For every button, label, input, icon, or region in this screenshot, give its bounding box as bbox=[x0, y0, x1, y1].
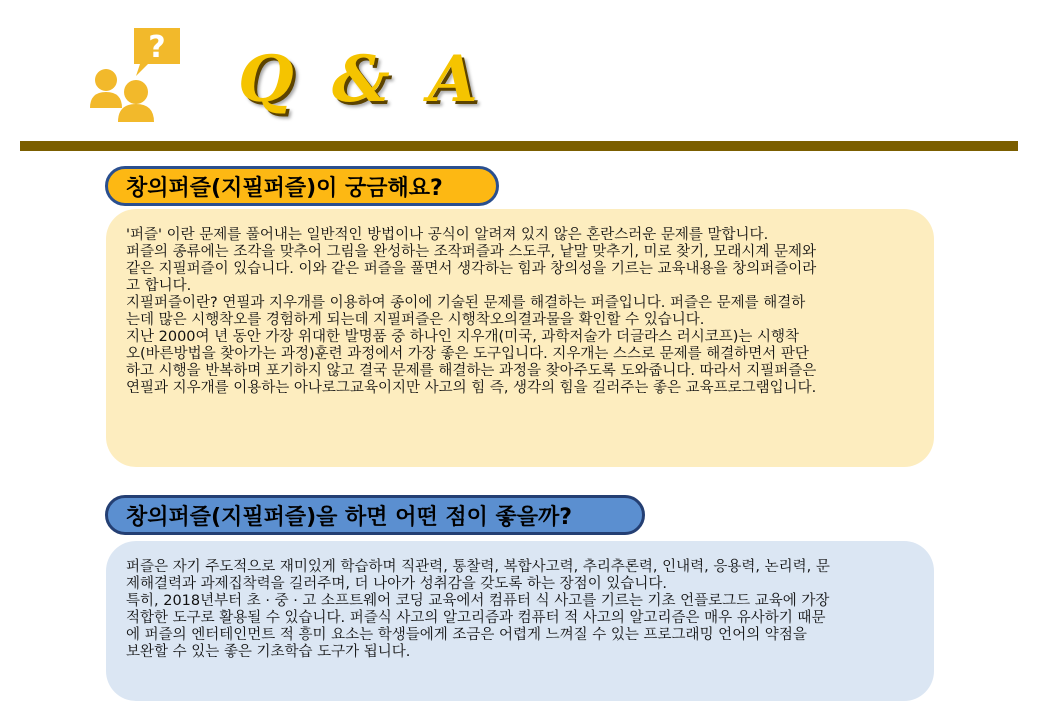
section2-panel bbox=[106, 541, 934, 701]
qa-people-icon bbox=[88, 26, 196, 122]
page-title: Q & A bbox=[238, 42, 486, 117]
paragraph-line: 에 퍼즐의 엔터테인먼트 적 흥미 요소는 학생들에게 조금은 어렵게 느껴질 수 있는 프로그래밍 언어의 약점을 bbox=[126, 627, 807, 643]
svg-text:?: ? bbox=[148, 30, 166, 65]
paragraph-line: 하고 시행을 반복하며 포기하지 않고 결국 문제를 해결하는 과정을 찾아주도록 도와줍니다. 따라서 지필퍼즐은 bbox=[126, 363, 817, 379]
header bbox=[0, 0, 1040, 150]
paragraph-line: 특히, 2018년부터 초 · 중 · 고 소프트웨어 코딩 교육에서 컴퓨터 식 사고를 기르는 기초 언플로그드 교육에 가장 bbox=[126, 593, 830, 609]
paragraph-line: 는데 많은 시행착오를 경험하게 되는데 지필퍼즐은 시행착오의결과물을 확인할 수 있습니다. bbox=[126, 312, 705, 328]
paragraph-line: 고 합니다. bbox=[126, 278, 192, 294]
paragraph-line: 제해결력과 과제집착력을 길러주며, 더 나아가 성취감을 갖도록 하는 장점이 있습니다. bbox=[126, 576, 667, 592]
paragraph-line: 보완할 수 있는 좋은 기초학습 도구가 됩니다. bbox=[126, 644, 411, 660]
paragraph-line: 같은 지필퍼즐이 있습니다. 이와 같은 퍼즐을 풀면서 생각하는 힘과 창의성을 기르는 교육내용을 창의퍼즐이라 bbox=[126, 261, 817, 277]
paragraph-line: 적합한 도구로 활용될 수 있습니다. 퍼즐식 사고의 알고리즘과 컴퓨터 적 사고의 알고리즘은 매우 유사하기 때문 bbox=[126, 610, 826, 626]
section2-heading: 창의퍼즐(지필퍼즐)을 하면 어떤 점이 좋을까? bbox=[105, 495, 645, 535]
section1-panel bbox=[106, 209, 934, 467]
paragraph-line: 퍼즐은 자기 주도적으로 재미있게 학습하며 직관력, 통찰력, 복합사고력, 추리추론력, 인내력, 응용력, 논리력, 문 bbox=[126, 559, 830, 575]
paragraph-line: 지난 2000여 년 동안 가장 위대한 발명품 중 하나인 지우개(미국, 과학저술가 더글라스 러시코프)는 시행착 bbox=[126, 329, 800, 345]
paragraph-line: '퍼즐' 이란 문제를 풀어내는 일반적인 방법이나 공식이 알려져 있지 않은 혼란스러운 문제를 말합니다. bbox=[126, 227, 769, 243]
paragraph-line: 퍼즐의 종류에는 조각을 맞추어 그림을 완성하는 조작퍼즐과 스도쿠, 낱말 맞추기, 미로 찾기, 모래시계 문제와 bbox=[126, 244, 817, 260]
paragraph-line: 지필퍼즐이란? 연필과 지우개를 이용하여 종이에 기술된 문제를 해결하는 퍼즐입니다. 퍼즐은 문제를 해결하 bbox=[126, 295, 806, 311]
paragraph-line: 오(바른방법을 찾아가는 과정)훈련 과정에서 가장 좋은 도구입니다. 지우개는 스스로 문제를 해결하면서 판단 bbox=[126, 346, 809, 362]
section1-heading: 창의퍼즐(지필퍼즐)이 궁금해요? bbox=[105, 166, 499, 206]
header-rule bbox=[20, 141, 1018, 151]
paragraph-line: 연필과 지우개를 이용하는 아나로그교육이지만 사고의 힘 즉, 생각의 힘을 길러주는 좋은 교육프로그램입니다. bbox=[126, 380, 817, 396]
